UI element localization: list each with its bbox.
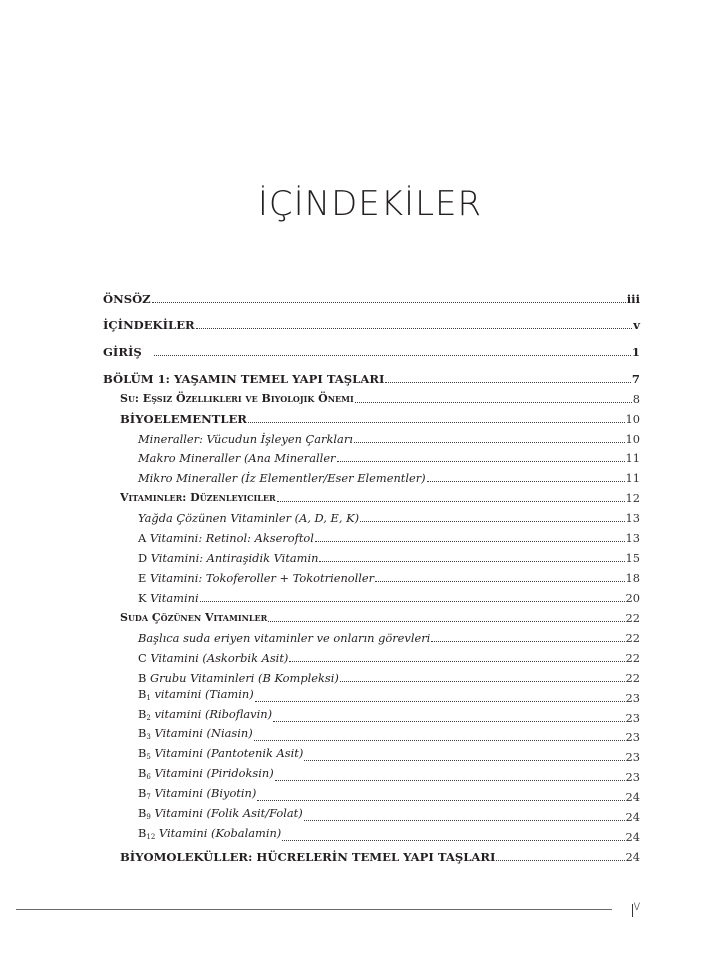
toc-entry-page: 24: [625, 830, 640, 844]
toc-entry-label: Vitamini: Retinol: Akseroftol: [146, 531, 314, 545]
footer-rule: [16, 909, 612, 910]
toc-entry-prefix: B: [138, 806, 147, 820]
toc-entry-page: 18: [625, 571, 640, 585]
dot-leader: [355, 401, 632, 403]
dot-leader: [354, 441, 625, 443]
dot-leader: [255, 700, 625, 702]
dot-leader: [268, 620, 624, 622]
toc-entry-page: 22: [625, 651, 640, 665]
toc-entry-page: iii: [626, 292, 640, 306]
toc-entry-label: BÖLÜM 1: YAŞAMIN TEMEL YAPI TAŞLARI: [103, 372, 385, 386]
toc-entry-page: 23: [625, 730, 640, 744]
toc-entry-bolum-1[interactable]: [103, 368, 640, 386]
toc-entry-page: 22: [625, 611, 640, 625]
toc-entry-giris[interactable]: [103, 341, 640, 359]
toc-entry-page: 20: [625, 591, 640, 605]
toc-entry-b3-vitamini[interactable]: [103, 726, 640, 744]
toc-entry-prefix: B: [138, 726, 147, 740]
dot-leader: [496, 859, 624, 861]
toc-entry-label: Vitamini (Askorbik Asit): [146, 651, 289, 665]
toc-entry-baslica[interactable]: [103, 627, 640, 645]
toc-entry-label: Mineraller: Vücudun İşleyen Çarkları: [138, 432, 353, 446]
toc-entry-page: 22: [625, 631, 640, 645]
toc-entry-subscript: 2: [146, 714, 151, 722]
toc-entry-page: 15: [625, 551, 640, 565]
dot-leader: [304, 819, 625, 821]
toc-entry-label: Başlıca suda eriyen vitaminler ve onların görevleri: [138, 631, 431, 645]
toc-entry-label: vitamini (Tiamin): [150, 687, 254, 701]
toc-entry-onsoz[interactable]: [103, 288, 640, 306]
toc-entry-page: 23: [625, 770, 640, 784]
toc-entry-label: Suda Çözünen Vitaminler: [120, 611, 268, 624]
dot-leader: [257, 799, 624, 801]
toc-entry-page: 23: [625, 691, 640, 705]
toc-entry-prefix: B: [138, 687, 147, 701]
toc-entry-page: 23: [625, 711, 640, 725]
dot-leader: [337, 460, 625, 462]
toc-entry-c-vitamini[interactable]: [103, 647, 640, 665]
dot-leader: [304, 759, 624, 761]
dot-leader: [275, 779, 625, 781]
toc-entry-label: Yağda Çözünen Vitaminler (A, D, E, K): [138, 511, 360, 525]
toc-entry-page: 12: [625, 491, 640, 505]
toc-entry-makro-mineraller[interactable]: [103, 447, 640, 465]
toc-entry-subscript: 9: [146, 813, 151, 821]
toc-entry-b1-vitamini[interactable]: [103, 687, 640, 705]
toc-entry-b6-vitamini[interactable]: [103, 766, 640, 784]
dot-leader: [282, 839, 624, 841]
dot-leader: [248, 421, 625, 423]
toc-entry-mineraller[interactable]: [103, 428, 640, 446]
toc-entry-prefix: B: [138, 746, 147, 760]
toc-entry-label: Makro Mineraller (Ana Mineraller: [138, 451, 336, 465]
toc-entry-page: 8: [632, 392, 640, 406]
toc-entry-b9-vitamini[interactable]: [103, 806, 640, 824]
dot-leader: [385, 381, 631, 383]
dot-leader: [152, 301, 626, 303]
toc-entry-subscript: 5: [146, 753, 151, 761]
toc-entry-subscript: 12: [146, 833, 156, 841]
toc-entry-suda-cozunen[interactable]: [103, 607, 640, 625]
toc-entry-page: 10: [625, 432, 640, 446]
toc-entry-prefix: B: [138, 786, 147, 800]
toc-entry-subscript: 7: [146, 793, 151, 801]
toc-entry-page: v: [633, 318, 640, 332]
toc-entry-label: BİYOMOLEKÜLLER: HÜCRELERİN TEMEL YAPI TAŞLARI: [120, 850, 496, 864]
toc-entry-prefix: D: [138, 551, 148, 565]
toc-entry-prefix: K: [138, 591, 147, 605]
toc-entry-prefix: B: [138, 671, 147, 685]
dot-leader: [340, 680, 625, 682]
toc-entry-label: Mikro Mineraller (İz Elementler/Eser Elementler): [138, 471, 426, 485]
toc-entry-prefix: B: [138, 707, 147, 721]
page-number: v: [633, 899, 641, 914]
toc-entry-label: Vitamini (Piridoksin): [150, 766, 274, 780]
page-title: İÇİNDEKİLER: [257, 184, 483, 224]
toc-entry-page: 10: [625, 412, 640, 426]
dot-leader: [431, 640, 624, 642]
toc-entry-b7-vitamini[interactable]: [103, 786, 640, 804]
toc-entry-label: Vitamini: Tokoferoller + Tokotrienoller: [146, 571, 375, 585]
toc-entry-page: 23: [625, 750, 640, 764]
toc-entry-prefix: A: [138, 531, 147, 545]
toc-entry-label: Vitamini (Folik Asit/Folat): [150, 806, 303, 820]
dot-leader: [360, 520, 624, 522]
toc-entry-page: 1: [631, 345, 640, 359]
toc-entry-label: Vitamini: [146, 591, 199, 605]
dot-leader: [154, 354, 631, 356]
toc-entry-b2-vitamini[interactable]: [103, 707, 640, 725]
dot-leader: [315, 540, 625, 542]
dot-leader: [200, 600, 625, 602]
dot-leader: [289, 660, 624, 662]
toc-entry-k-vitamini[interactable]: [103, 587, 640, 605]
toc-entry-label: BİYOELEMENTLER: [120, 412, 247, 426]
toc-entry-subscript: 6: [146, 773, 151, 781]
toc-entry-page: 11: [625, 471, 640, 485]
toc-entry-label: GİRİŞ: [103, 345, 142, 359]
toc-entry-prefix: C: [138, 651, 147, 665]
toc-entry-page: 13: [625, 531, 640, 545]
toc-entry-page: 24: [625, 810, 640, 824]
toc-entry-page: 24: [625, 850, 640, 864]
toc-entry-b5-vitamini[interactable]: [103, 746, 640, 764]
toc-entry-page: 13: [625, 511, 640, 525]
toc-entry-label: vitamini (Riboflavin): [150, 707, 273, 721]
toc-entry-vitaminler[interactable]: [103, 487, 640, 505]
dot-leader: [254, 739, 625, 741]
toc-entry-label: Vitamini: Antiraşidik Vitamin: [147, 551, 319, 565]
dot-leader: [196, 327, 633, 329]
dot-leader: [375, 580, 624, 582]
toc-entry-label: Vitamini (Pantotenik Asit): [150, 746, 304, 760]
toc-entry-subscript: 1: [146, 694, 151, 702]
toc-entry-page: 7: [631, 372, 640, 386]
toc-entry-d-vitamini[interactable]: [103, 547, 640, 565]
toc-entry-label: Vitamini (Biyotin): [150, 786, 257, 800]
toc-entry-label: İÇİNDEKİLER: [103, 318, 195, 332]
toc-entry-prefix: E: [138, 571, 147, 585]
toc-entry-su[interactable]: [103, 388, 640, 406]
toc-entry-prefix: B: [138, 766, 147, 780]
toc-entry-page: 24: [625, 790, 640, 804]
toc-entry-page: 22: [625, 671, 640, 685]
toc-entry-a-vitamini[interactable]: [103, 527, 640, 545]
toc-entry-e-vitamini[interactable]: [103, 567, 640, 585]
dot-leader: [273, 720, 624, 722]
toc-entry-mikro-mineraller[interactable]: [103, 467, 640, 485]
dot-leader: [277, 500, 625, 502]
toc-entry-label: Grubu Vitaminleri (B Kompleksi): [146, 671, 339, 685]
toc-entry-label: ÖNSÖZ: [103, 292, 151, 306]
dot-leader: [427, 480, 625, 482]
toc-entry-b12-vitamini[interactable]: [103, 826, 640, 844]
toc-entry-label: Vitaminler: Düzenleyiciler: [120, 491, 276, 504]
toc-entry-label: Vitamini (Kobalamin): [155, 826, 282, 840]
toc-entry-b-grubu[interactable]: [103, 667, 640, 685]
toc-entry-prefix: B: [138, 826, 147, 840]
toc-entry-biyomolekuller[interactable]: [103, 846, 640, 864]
toc-entry-page: 11: [625, 451, 640, 465]
toc-entry-icindekiler[interactable]: [103, 314, 640, 332]
toc-entry-label: Su: Eşsiz Özellikleri ve Biyolojik Önemi: [120, 392, 354, 405]
toc-entry-yagda-cozunen[interactable]: [103, 507, 640, 525]
dot-leader: [319, 560, 624, 562]
toc-entry-subscript: 3: [146, 733, 151, 741]
toc-entry-label: Vitamini (Niasin): [150, 726, 253, 740]
toc-entry-biyoelementler[interactable]: [103, 408, 640, 426]
